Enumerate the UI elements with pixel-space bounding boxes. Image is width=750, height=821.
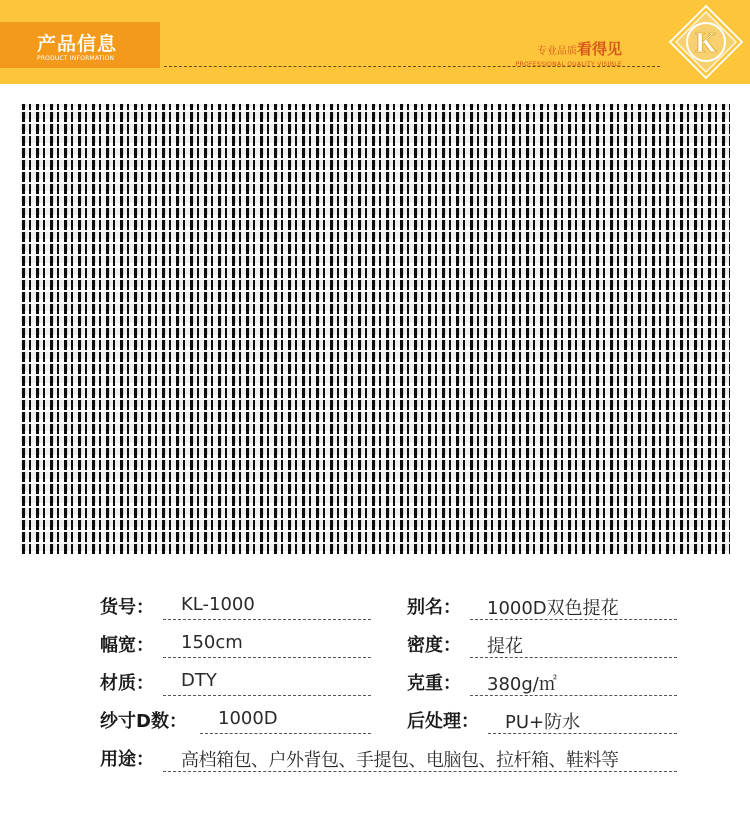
section-title: 产品信息 (37, 33, 118, 55)
underline (163, 619, 371, 620)
width-value: 150cm (181, 632, 243, 653)
underline (470, 619, 677, 620)
finish-value: PU+防水 (505, 712, 581, 733)
alias-label: 别名： (407, 597, 461, 618)
material-label: 材质： (100, 673, 154, 694)
header-banner (0, 0, 750, 84)
underline (470, 695, 677, 696)
underline (488, 733, 677, 734)
finish-label: 后处理： (407, 711, 479, 732)
width-label: 幅宽： (100, 635, 154, 656)
brand-logo (668, 4, 744, 80)
alias-value: 1000D双色提花 (487, 598, 619, 619)
item-no-value: KL-1000 (181, 594, 255, 615)
slogan-big: 看得见 (576, 40, 622, 58)
spec-row (0, 745, 750, 775)
logo-letter: K (695, 28, 717, 59)
yarn-value: 1000D (218, 708, 278, 729)
density-value: 提花 (487, 636, 523, 657)
spec-row (0, 631, 750, 661)
section-subtitle: PRODUCT INFORMATION (37, 55, 115, 62)
weight-value: 380g/㎡ (487, 674, 557, 695)
spec-row (0, 593, 750, 623)
spec-row (0, 669, 750, 699)
underline (163, 657, 371, 658)
usage-label: 用途： (100, 749, 154, 770)
underline (200, 733, 371, 734)
slogan (516, 38, 622, 68)
yarn-label: 纱寸D数： (100, 711, 187, 732)
fabric-texture-overlay (20, 104, 730, 554)
spec-row (0, 707, 750, 737)
density-label: 密度： (407, 635, 461, 656)
usage-value: 高档箱包、户外背包、手提包、电脑包、拉杆箱、鞋料等 (181, 750, 619, 771)
material-value: DTY (181, 670, 217, 691)
underline (470, 657, 677, 658)
underline (163, 771, 677, 772)
section-tab (0, 22, 160, 68)
item-no-label: 货号： (100, 597, 154, 618)
slogan-english: PROFESSIONAL QUALITY VISIBLE (515, 61, 622, 68)
weight-label: 克重： (407, 673, 461, 694)
underline (163, 695, 371, 696)
slogan-small: 专业品质 (536, 46, 577, 57)
